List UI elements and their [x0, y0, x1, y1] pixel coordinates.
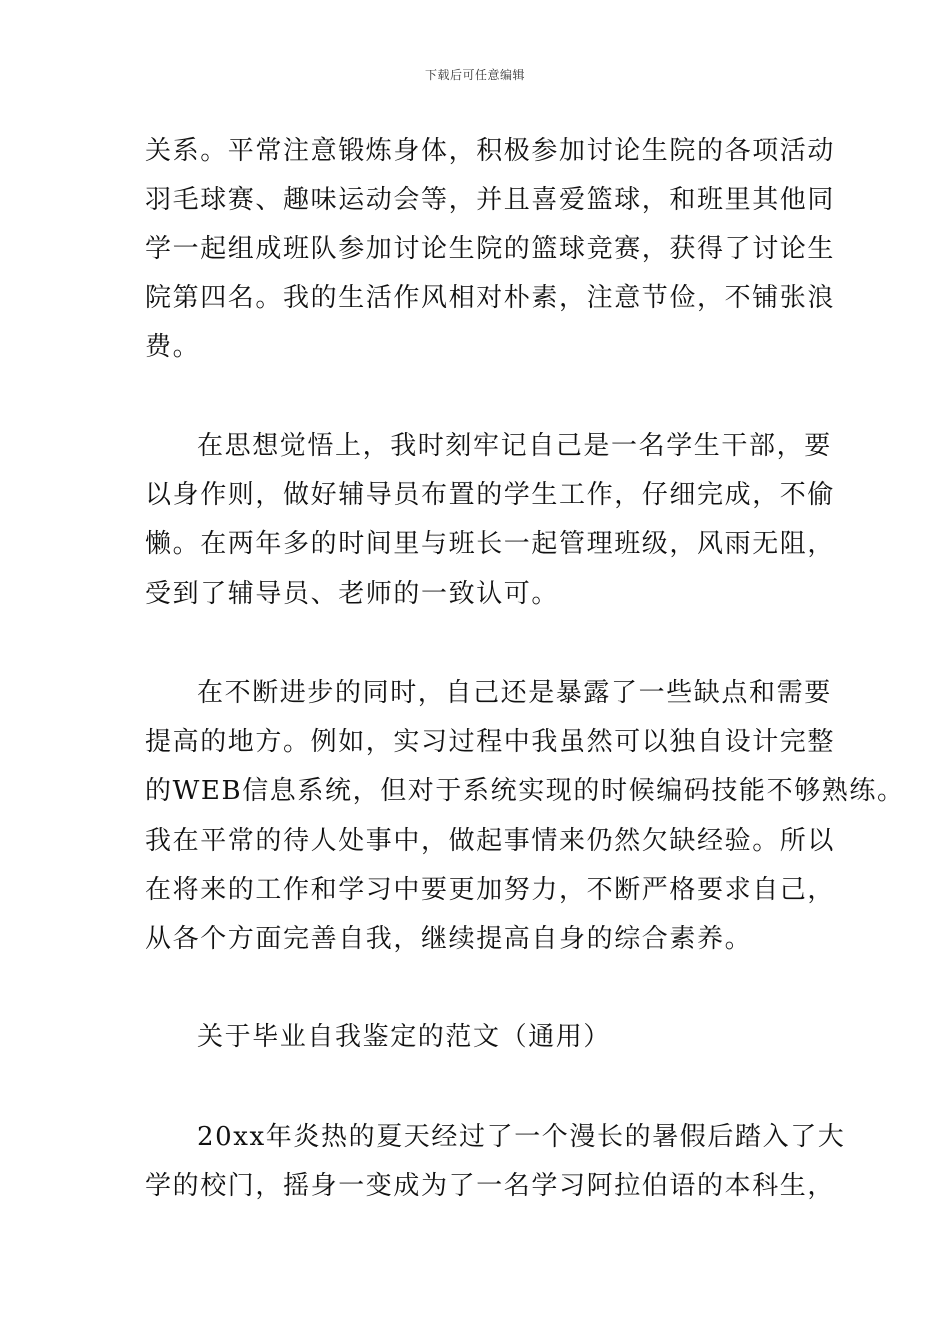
paragraph-line: 受到了辅导员、老师的一致认可。 [145, 579, 560, 609]
paragraph-line: 关系。平常注意锻炼身体，积极参加讨论生院的各项活动 [145, 136, 836, 166]
paragraph-line: 学一起组成班队参加讨论生院的篮球竞赛，获得了讨论生 [145, 234, 836, 264]
paragraph-line: 懒。在两年多的时间里与班长一起管理班级，风雨无阻， [145, 529, 836, 559]
paragraph-line: 在思想觉悟上，我时刻牢记自己是一名学生干部，要 [197, 431, 832, 461]
paragraph-line: 在不断进步的同时，自己还是暴露了一些缺点和需要 [197, 678, 832, 708]
page-header-note: 下载后可任意编辑 [424, 68, 525, 82]
section-title: 关于毕业自我鉴定的范文（通用） [197, 1022, 612, 1052]
paragraph-line: 以身作则，做好辅导员布置的学生工作，仔细完成，不偷 [145, 480, 836, 510]
paragraph-line: 羽毛球赛、趣味运动会等，并且喜爱篮球，和班里其他同 [145, 185, 836, 215]
paragraph-line: 学的校门，摇身一变成为了一名学习阿拉伯语的本科生， [145, 1171, 836, 1201]
paragraph-line: 从各个方面完善自我，继续提高自身的综合素养。 [145, 924, 753, 954]
paragraph-line: 的WEB信息系统，但对于系统实现的时候编码技能不够熟练。 [145, 776, 905, 806]
paragraph-line: 院第四名。我的生活作风相对朴素，注意节俭，不铺张浪 [145, 283, 836, 313]
paragraph-line: 20xx年炎热的夏天经过了一个漫长的暑假后踏入了大 [197, 1122, 846, 1152]
paragraph-line: 我在平常的待人处事中，做起事情来仍然欠缺经验。所以 [145, 826, 836, 856]
paragraph-line: 在将来的工作和学习中要更加努力，不断严格要求自己， [145, 875, 836, 905]
paragraph-line: 提高的地方。例如，实习过程中我虽然可以独自设计完整 [145, 727, 836, 757]
paragraph-line: 费。 [145, 332, 201, 362]
